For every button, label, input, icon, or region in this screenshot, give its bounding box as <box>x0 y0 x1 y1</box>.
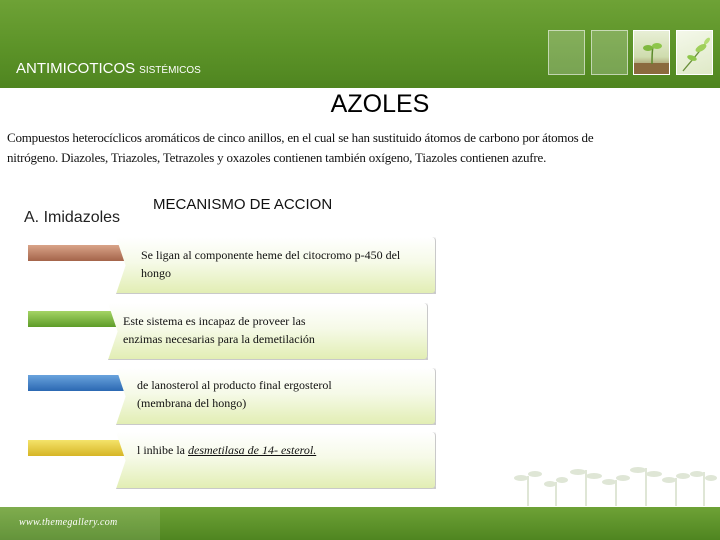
plant-silhouettes-icon <box>508 462 718 506</box>
slide-heading: AZOLES <box>330 90 430 118</box>
intro-paragraph <box>7 128 707 168</box>
mechanism-title: MECANISMO DE ACCION <box>153 196 333 213</box>
header-title <box>16 60 201 78</box>
step-4-text <box>137 441 316 459</box>
header-bar <box>0 0 720 88</box>
header-decor-box <box>548 30 585 75</box>
step-3-line-1: de lanosterol al producto final ergosterol <box>137 378 332 392</box>
step-1-line-2: hongo <box>141 266 171 280</box>
footer-bar <box>0 507 720 540</box>
step-4-emphasis: desmetilasa de 14- esterol. <box>188 443 317 457</box>
step-1-text <box>141 246 400 282</box>
step-3-text <box>137 376 332 412</box>
step-2-line-1: Este sistema es incapaz de proveer las <box>123 314 306 328</box>
step-4-prefix: l inhibe la <box>137 443 188 457</box>
footer-url[interactable]: www.themegallery.com <box>19 517 118 528</box>
intro-line-1: Compuestos heterocíclicos aromáticos de cinco anillos, en el cual se han sustituido átomos de carbono por átomos de <box>7 130 594 145</box>
step-1-line-1: Se ligan al componente heme del citocromo p-450 del <box>141 248 401 262</box>
header-title-sub: SISTÉMICOS <box>139 65 201 76</box>
sprout-growth-icon <box>676 30 713 75</box>
header-decor-box <box>591 30 628 75</box>
sprout-photo-icon <box>633 30 670 75</box>
intro-line-2: nitrógeno. Diazoles, Triazoles, Tetrazoles y oxazoles contienen también oxígeno, Tiazoles contienen azufre. <box>7 150 547 165</box>
header-title-main: ANTIMICOTICOS <box>16 60 136 77</box>
step-2-text <box>123 312 315 348</box>
step-2-line-2: enzimas necesarias para la demetilación <box>123 332 315 346</box>
section-label: A. Imidazoles <box>24 209 121 226</box>
step-3-line-2: (membrana del hongo) <box>137 396 247 410</box>
